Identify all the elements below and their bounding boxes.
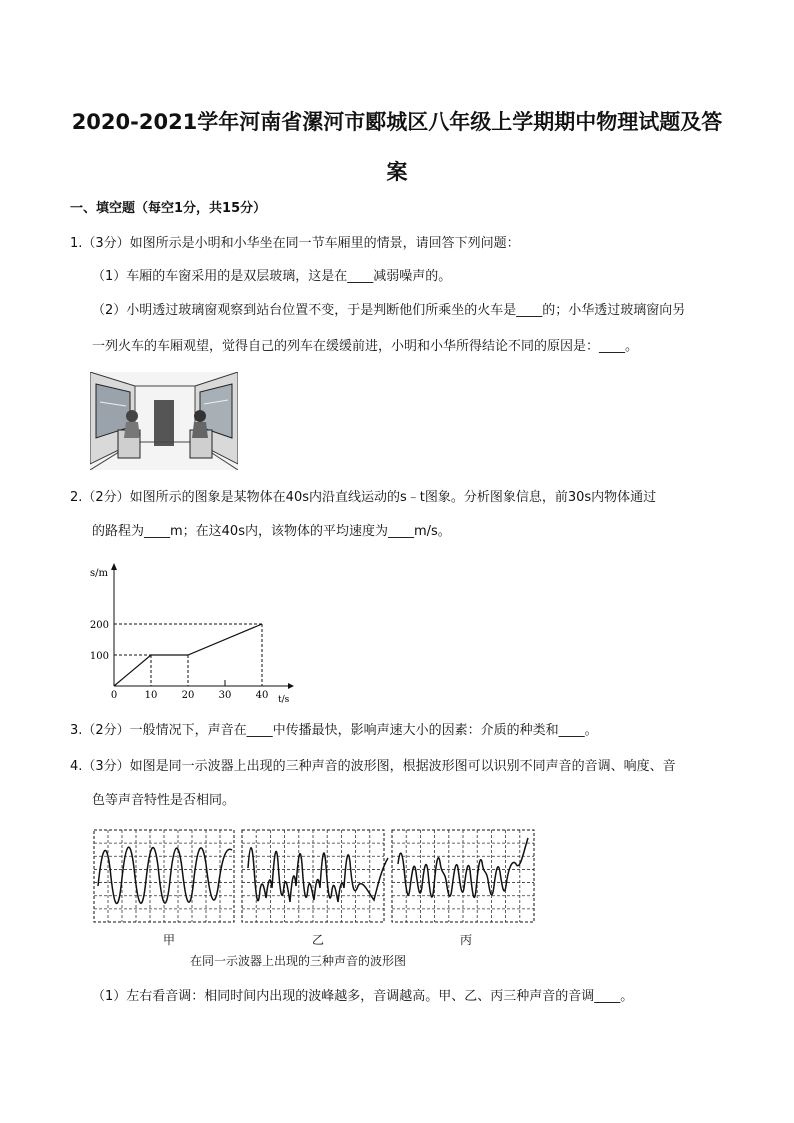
x-tick-label: 30 (218, 690, 232, 701)
q4-line1: 4.（3分）如图是同一示波器上出现的三种声音的波形图，根据波形图可以识别不同声音的音调、响度、音 (70, 759, 676, 774)
y-axis-label: s/m (90, 568, 108, 579)
x-tick-label: 10 (144, 690, 158, 701)
x-tick-label: 20 (181, 690, 195, 701)
section-heading: 一、填空题（每空1分，共15分） (70, 201, 267, 216)
q4-line2: 色等声音特性是否相同。 (92, 793, 236, 808)
q1-sub2-line2: 一列火车的车厢观望，觉得自己的列车在缓缓前进，小明和小华所得结论不同的原因是：____。 (92, 339, 639, 354)
q4-sub1: （1）左右看音调：相同时间内出现的波峰越多，音调越高。甲、乙、丙三种声音的音调____。 (92, 989, 634, 1004)
x-tick-label: 40 (255, 690, 269, 701)
waveform-jia (98, 847, 232, 903)
page-title-line1: 2020-2021学年河南省漯河市郾城区八年级上学期期中物理试题及答 (71, 110, 723, 134)
x-tick-label: 0 (110, 690, 118, 701)
q1-stem: 1.（3分）如图所示是小明和小华坐在同一节车厢里的情景，请回答下列问题： (70, 236, 520, 251)
q1-sub2-line1: （2）小明透过玻璃窗观察到站台位置不变，于是判断他们所乘坐的火车是____的；小华透过玻璃窗向另 (92, 303, 686, 318)
waveform-panels (92, 828, 542, 926)
waveform-yi (248, 848, 388, 902)
y-tick-label: 100 (89, 651, 109, 662)
y-tick-label: 200 (89, 620, 109, 631)
st-chart (88, 560, 303, 705)
x-axis-label: t/s (278, 695, 290, 705)
label-jia: 甲 (163, 933, 176, 947)
page-title-line2: 案 (386, 160, 408, 184)
x-axis-arrow (288, 683, 294, 689)
train-carriage-illustration (90, 372, 238, 470)
label-yi: 乙 (312, 933, 325, 947)
q2-line2: 的路程为____m；在这40s内，该物体的平均速度为____m/s。 (92, 524, 451, 539)
y-axis-arrow (111, 563, 117, 570)
waveform-caption: 在同一示波器上出现的三种声音的波形图 (190, 954, 407, 968)
label-bing: 丙 (460, 933, 473, 947)
q3-line1: 3.（2分）一般情况下，声音在____中传播最快，影响声速大小的因素：介质的种类和____。 (70, 723, 598, 738)
q1-sub1: （1）车厢的车窗采用的是双层玻璃，这是在____减弱噪声的。 (92, 269, 452, 284)
q2-line1: 2.（2分）如图所示的图象是某物体在40s内沿直线运动的s﹣t图象。分析图象信息，前30s内物体通过 (70, 490, 657, 505)
